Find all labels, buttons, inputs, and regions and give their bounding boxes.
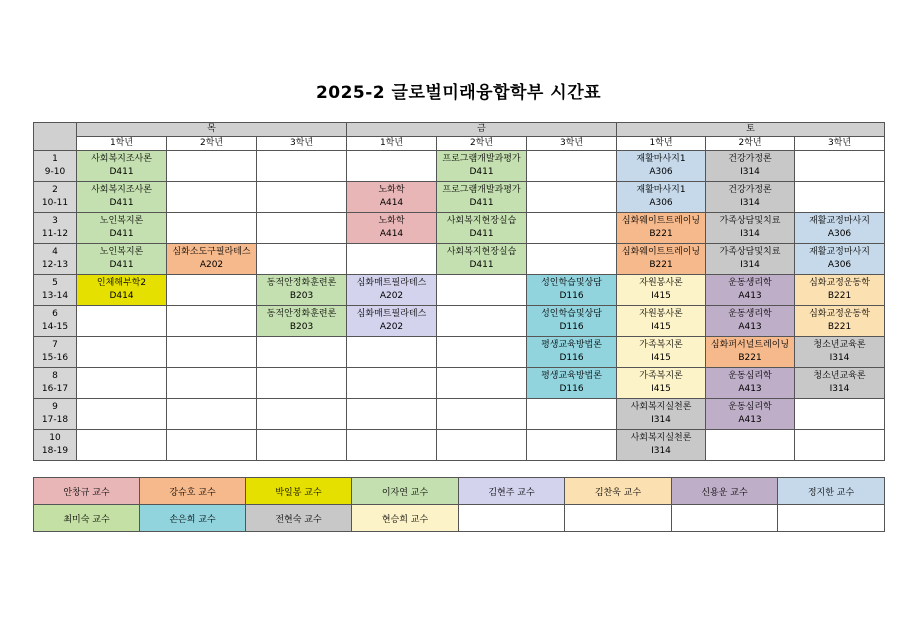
period-number: 5 <box>52 278 58 288</box>
professor-legend-item: 강슈호 교수 <box>140 478 246 505</box>
period-time: 12-13 <box>41 260 69 270</box>
year-header: 2학년 <box>167 137 257 151</box>
course-room: A413 <box>738 415 762 425</box>
period-row <box>34 275 885 306</box>
course-room: B203 <box>289 291 314 301</box>
class-cell <box>527 368 617 399</box>
timetable-body <box>34 151 885 461</box>
course-room: I415 <box>651 291 671 301</box>
course-room: I314 <box>740 198 760 208</box>
class-cell <box>527 306 617 337</box>
class-cell <box>706 151 795 182</box>
class-cell <box>706 244 795 275</box>
professor-legend-item: 박일봉 교수 <box>246 478 352 505</box>
period-label <box>34 306 77 337</box>
period-label <box>34 182 77 213</box>
class-cell <box>617 182 706 213</box>
period-label <box>34 399 77 430</box>
empty-cell <box>437 337 527 368</box>
course-room: I415 <box>651 353 671 363</box>
professor-legend-item: 이자연 교수 <box>352 478 459 505</box>
class-cell <box>437 182 527 213</box>
empty-cell <box>527 182 617 213</box>
course-name: 성인학습및상담 <box>541 309 602 319</box>
corner-cell <box>34 123 77 151</box>
empty-cell <box>437 368 527 399</box>
class-cell <box>617 213 706 244</box>
period-label <box>34 213 77 244</box>
course-room: B221 <box>738 353 762 363</box>
course-name: 인체해부학2 <box>96 278 147 288</box>
period-label <box>34 244 77 275</box>
period-number: 3 <box>52 216 58 226</box>
course-name: 노인복지론 <box>99 247 144 257</box>
period-row <box>34 337 885 368</box>
legend-row <box>34 478 885 505</box>
class-cell <box>77 151 167 182</box>
empty-cell <box>795 182 885 213</box>
day-header: 목 <box>77 123 347 137</box>
year-header: 3학년 <box>257 137 347 151</box>
period-number: 9 <box>52 402 58 412</box>
class-cell <box>706 275 795 306</box>
course-name: 자원봉사론 <box>639 278 683 288</box>
professor-legend-item: 현승희 교수 <box>352 505 459 532</box>
course-name: 동적안정화훈련론 <box>266 278 337 288</box>
empty-cell <box>527 399 617 430</box>
course-name: 가족복지론 <box>639 371 683 381</box>
course-name: 심화퍼서널트레이닝 <box>710 340 790 350</box>
empty-cell <box>77 399 167 430</box>
course-name: 동적안정화훈련론 <box>266 309 337 319</box>
period-time: 15-16 <box>41 353 69 363</box>
course-room: D116 <box>559 322 584 332</box>
period-number: 4 <box>52 247 58 257</box>
course-room: A413 <box>738 322 762 332</box>
class-cell <box>706 213 795 244</box>
empty-cell <box>167 430 257 461</box>
course-name: 자원봉사론 <box>639 309 683 319</box>
period-label <box>34 275 77 306</box>
day-header: 토 <box>617 123 885 137</box>
empty-cell <box>437 306 527 337</box>
professor-legend-item: 김찬욱 교수 <box>565 478 672 505</box>
class-cell <box>437 244 527 275</box>
course-name: 평생교육방법론 <box>541 340 602 350</box>
course-room: D414 <box>109 291 134 301</box>
empty-cell <box>527 244 617 275</box>
legend-empty-cell <box>459 505 565 532</box>
class-cell <box>347 213 437 244</box>
class-cell <box>347 182 437 213</box>
empty-cell <box>347 244 437 275</box>
empty-cell <box>167 306 257 337</box>
class-cell <box>257 306 347 337</box>
course-name: 건강가정론 <box>728 154 772 164</box>
period-time: 14-15 <box>41 322 69 332</box>
class-cell <box>617 151 706 182</box>
course-room: A414 <box>379 229 404 239</box>
empty-cell <box>257 368 347 399</box>
empty-cell <box>347 399 437 430</box>
course-room: D116 <box>559 353 584 363</box>
course-room: A202 <box>379 291 404 301</box>
empty-cell <box>257 244 347 275</box>
period-time: 16-17 <box>41 384 69 394</box>
period-label <box>34 430 77 461</box>
class-cell <box>527 275 617 306</box>
period-row <box>34 306 885 337</box>
period-time: 10-11 <box>41 198 69 208</box>
period-row <box>34 399 885 430</box>
class-cell <box>617 368 706 399</box>
period-time: 13-14 <box>41 291 69 301</box>
course-name: 사회복지조사론 <box>91 154 152 164</box>
course-room: A306 <box>827 260 852 270</box>
course-name: 노화학 <box>378 185 405 195</box>
course-room: A413 <box>738 291 762 301</box>
course-room: D411 <box>469 198 494 208</box>
class-cell <box>77 244 167 275</box>
period-label <box>34 368 77 399</box>
professor-legend-item: 김현주 교수 <box>459 478 565 505</box>
course-name: 심화교정운동학 <box>809 309 870 319</box>
period-row <box>34 151 885 182</box>
period-time: 18-19 <box>41 446 69 456</box>
class-cell <box>167 244 257 275</box>
empty-cell <box>167 399 257 430</box>
period-number: 1 <box>52 154 58 164</box>
empty-cell <box>167 213 257 244</box>
course-room: D116 <box>559 384 584 394</box>
class-cell <box>347 275 437 306</box>
course-room: A306 <box>649 198 673 208</box>
course-room: D411 <box>109 198 134 208</box>
course-room: I314 <box>829 353 850 363</box>
empty-cell <box>167 151 257 182</box>
course-room: D411 <box>109 260 134 270</box>
professor-legend-item: 안창규 교수 <box>34 478 140 505</box>
period-row <box>34 430 885 461</box>
course-room: I314 <box>651 415 671 425</box>
year-header: 1학년 <box>617 137 706 151</box>
period-number: 7 <box>52 340 58 350</box>
course-room: I314 <box>651 446 671 456</box>
class-cell <box>617 275 706 306</box>
period-time: 17-18 <box>41 415 69 425</box>
class-cell <box>795 244 885 275</box>
year-header: 1학년 <box>77 137 167 151</box>
empty-cell <box>527 430 617 461</box>
empty-cell <box>437 275 527 306</box>
course-name: 재활교정마사지 <box>809 216 870 226</box>
empty-cell <box>347 151 437 182</box>
empty-cell <box>77 306 167 337</box>
timetable <box>33 122 885 461</box>
course-room: I314 <box>740 229 760 239</box>
course-room: B203 <box>289 322 314 332</box>
course-room: I415 <box>651 322 671 332</box>
empty-cell <box>167 368 257 399</box>
period-row <box>34 244 885 275</box>
empty-cell <box>257 182 347 213</box>
course-name: 노인복지론 <box>99 216 144 226</box>
course-name: 노화학 <box>378 216 405 226</box>
class-cell <box>257 275 347 306</box>
course-name: 심화교정운동학 <box>809 278 870 288</box>
class-cell <box>617 399 706 430</box>
course-name: 재활교정마사지 <box>809 247 870 257</box>
empty-cell <box>347 337 437 368</box>
class-cell <box>706 182 795 213</box>
period-time: 11-12 <box>41 229 69 239</box>
period-number: 8 <box>52 371 58 381</box>
class-cell <box>527 337 617 368</box>
professor-legend-item: 전현숙 교수 <box>246 505 352 532</box>
class-cell <box>795 275 885 306</box>
course-room: A414 <box>379 198 404 208</box>
empty-cell <box>77 368 167 399</box>
period-label <box>34 151 77 182</box>
class-cell <box>706 399 795 430</box>
class-cell <box>706 368 795 399</box>
professor-legend-item: 최미숙 교수 <box>34 505 140 532</box>
period-row <box>34 182 885 213</box>
empty-cell <box>437 430 527 461</box>
course-name: 가족복지론 <box>639 340 683 350</box>
class-cell <box>617 430 706 461</box>
empty-cell <box>795 399 885 430</box>
class-cell <box>795 306 885 337</box>
class-cell <box>617 337 706 368</box>
class-cell <box>77 213 167 244</box>
period-number: 10 <box>49 433 61 443</box>
class-cell <box>437 151 527 182</box>
course-room: B221 <box>649 260 673 270</box>
empty-cell <box>257 151 347 182</box>
legend-row <box>34 505 885 532</box>
class-cell <box>77 182 167 213</box>
empty-cell <box>167 182 257 213</box>
course-room: I314 <box>740 260 760 270</box>
year-header: 3학년 <box>795 137 885 151</box>
course-name: 평생교육방법론 <box>541 371 602 381</box>
course-name: 심화매트필라테스 <box>356 278 427 288</box>
course-name: 재활마사지1 <box>636 154 686 164</box>
class-cell <box>706 337 795 368</box>
class-cell <box>795 213 885 244</box>
empty-cell <box>77 337 167 368</box>
course-room: A306 <box>827 229 852 239</box>
course-name: 사회복지실천론 <box>630 433 692 443</box>
course-room: I415 <box>651 384 671 394</box>
professor-legend-item: 정지한 교수 <box>778 478 885 505</box>
class-cell <box>795 337 885 368</box>
professor-legend-item: 손은희 교수 <box>140 505 246 532</box>
period-label <box>34 337 77 368</box>
empty-cell <box>527 151 617 182</box>
period-time: 9-10 <box>44 167 66 177</box>
class-cell <box>437 213 527 244</box>
course-name: 건강가정론 <box>728 185 772 195</box>
class-cell <box>706 306 795 337</box>
year-header: 1학년 <box>347 137 437 151</box>
period-number: 2 <box>52 185 58 195</box>
empty-cell <box>257 337 347 368</box>
empty-cell <box>167 275 257 306</box>
period-row <box>34 213 885 244</box>
empty-cell <box>795 151 885 182</box>
course-name: 심화웨이트트레이닝 <box>621 247 701 257</box>
class-cell <box>77 275 167 306</box>
course-name: 운동심리학 <box>728 371 772 381</box>
course-name: 운동생리학 <box>728 309 772 319</box>
course-name: 재활마사지1 <box>636 185 686 195</box>
course-room: I314 <box>740 167 760 177</box>
course-room: B221 <box>827 322 852 332</box>
class-cell <box>617 306 706 337</box>
course-name: 청소년교육론 <box>813 371 866 381</box>
class-cell <box>795 368 885 399</box>
period-row <box>34 368 885 399</box>
course-name: 심화소도구필라테스 <box>172 247 251 257</box>
course-name: 프로그램개발과평가 <box>442 154 521 164</box>
course-name: 가족상담및치료 <box>719 247 781 257</box>
course-name: 운동생리학 <box>728 278 772 288</box>
course-room: D411 <box>469 229 494 239</box>
class-cell <box>347 306 437 337</box>
year-header-row <box>34 137 885 151</box>
year-header: 3학년 <box>527 137 617 151</box>
empty-cell <box>347 430 437 461</box>
legend-empty-cell <box>778 505 885 532</box>
course-name: 사회복지실천론 <box>630 402 692 412</box>
empty-cell <box>257 430 347 461</box>
course-room: B221 <box>827 291 852 301</box>
course-room: D411 <box>109 229 134 239</box>
course-name: 성인학습및상담 <box>541 278 602 288</box>
page-title: 2025-2 글로벌미래융합학부 시간표 <box>315 83 602 103</box>
course-room: I314 <box>829 384 850 394</box>
course-name: 가족상담및치료 <box>719 216 781 226</box>
day-header-row <box>34 123 885 137</box>
empty-cell <box>167 337 257 368</box>
empty-cell <box>527 213 617 244</box>
empty-cell <box>437 399 527 430</box>
course-name: 프로그램개발과평가 <box>442 185 521 195</box>
course-name: 사회복지현장실습 <box>446 216 517 226</box>
course-room: A202 <box>379 322 404 332</box>
course-name: 사회복지조사론 <box>91 185 152 195</box>
year-header: 2학년 <box>437 137 527 151</box>
course-room: D411 <box>109 167 134 177</box>
professor-legend <box>33 477 885 532</box>
course-name: 심화웨이트트레이닝 <box>621 216 701 226</box>
course-room: D411 <box>469 167 494 177</box>
legend-empty-cell <box>672 505 778 532</box>
legend-empty-cell <box>565 505 672 532</box>
course-name: 운동심리학 <box>728 402 772 412</box>
course-room: A202 <box>199 260 224 270</box>
course-room: D411 <box>469 260 494 270</box>
course-room: A306 <box>649 167 673 177</box>
empty-cell <box>257 213 347 244</box>
empty-cell <box>347 368 437 399</box>
professor-legend-item: 신용운 교수 <box>672 478 778 505</box>
course-room: A413 <box>738 384 762 394</box>
period-number: 6 <box>52 309 58 319</box>
course-name: 사회복지현장실습 <box>446 247 517 257</box>
course-room: D116 <box>559 291 584 301</box>
empty-cell <box>706 430 795 461</box>
empty-cell <box>77 430 167 461</box>
course-name: 청소년교육론 <box>813 340 866 350</box>
empty-cell <box>795 430 885 461</box>
day-header: 금 <box>347 123 617 137</box>
class-cell <box>617 244 706 275</box>
course-room: B221 <box>649 229 673 239</box>
year-header: 2학년 <box>706 137 795 151</box>
empty-cell <box>257 399 347 430</box>
course-name: 심화매트필라테스 <box>356 309 427 319</box>
